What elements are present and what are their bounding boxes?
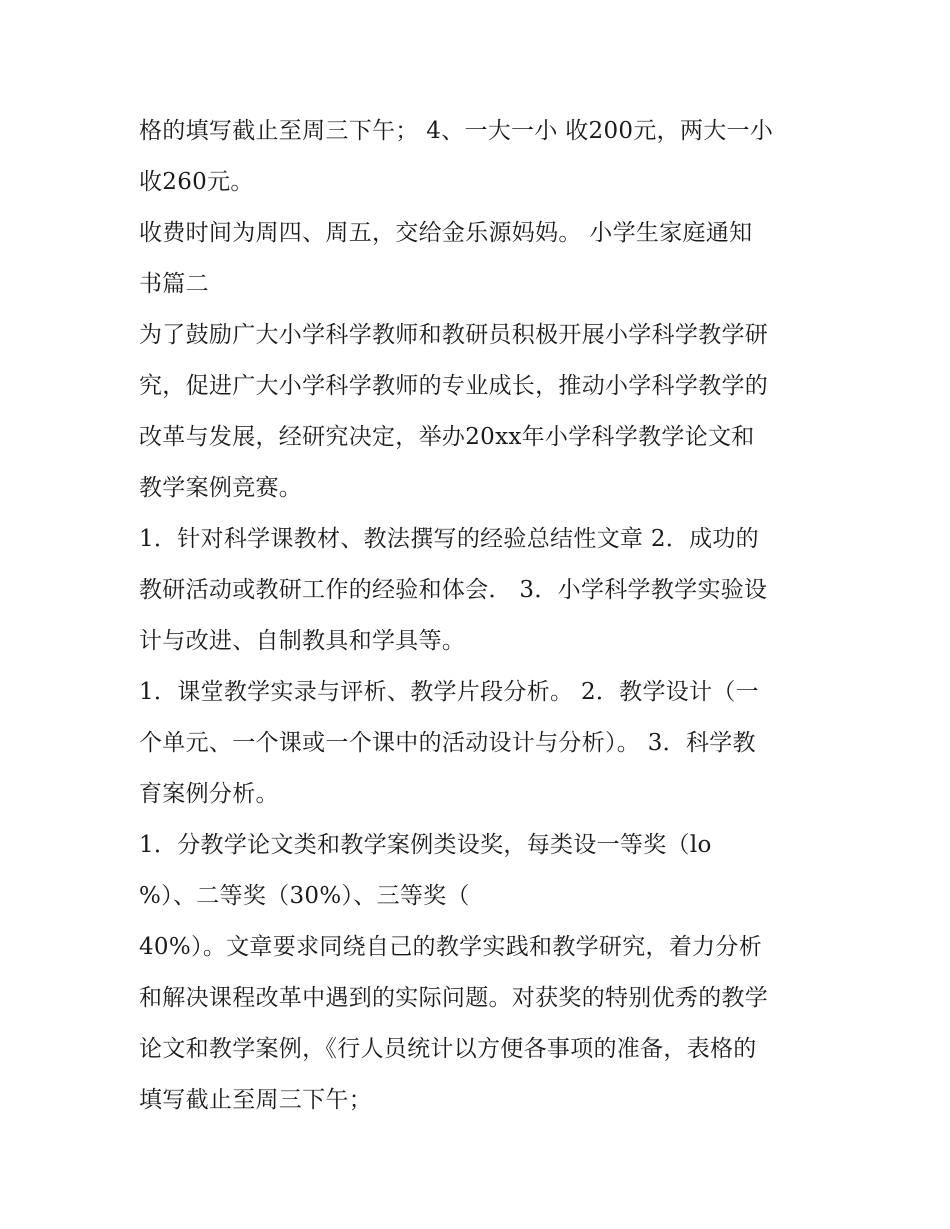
text-line-9: 1．针对科学课教材、教法撰写的经验总结性文章 2．成功的 (139, 526, 759, 552)
text-line-11: 计与改进、自制教具和学具等。 (139, 628, 466, 654)
text-line-4: 书篇二 (139, 271, 209, 297)
text-line-18: 和解决课程改革中遇到的实际问题。对获奖的特别优秀的教学 (139, 985, 769, 1011)
text-line-1: 格的填写截止至周三下午； 4、一大一小 收200元，两大一小 (139, 118, 774, 144)
text-line-19: 论文和教学案例，《行人员统计以方便各事项的准备，表格的 (139, 1036, 757, 1062)
text-line-15: 1．分教学论文类和教学案例类设奖，每类设一等奖（lo (139, 832, 712, 858)
text-line-20: 填写截止至周三下午； (139, 1087, 372, 1113)
document-body (139, 106, 819, 1126)
text-line-16: %）、二等奖（30%）、三等奖（ (139, 883, 470, 909)
text-line-12: 1．课堂教学实录与评析、教学片段分析。 2．教学设计（一 (139, 679, 759, 705)
text-line-3: 收费时间为周四、周五，交给金乐源妈妈。 小学生家庭通知 (139, 220, 753, 246)
text-line-5: 为了鼓励广大小学科学教师和教研员积极开展小学科学教学研 (139, 322, 769, 348)
text-line-2: 收260元。 (139, 169, 254, 195)
text-line-13: 个单元、一个课或一个课中的活动设计与分析）。 3．科学教 (139, 730, 756, 756)
text-line-6: 究，促进广大小学科学教师的专业成长，推动小学科学教学的 (139, 373, 769, 399)
text-line-10: 教研活动或教研工作的经验和体会． 3．小学科学教学实验设 (139, 577, 768, 603)
text-line-7: 改革与发展，经研究决定，举办20xx年小学科学教学论文和 (139, 424, 755, 450)
text-line-8: 教学案例竞赛。 (139, 475, 303, 501)
text-line-17: 40%）。文章要求同绕自己的教学实践和教学研究，着力分析 (139, 934, 763, 960)
text-line-14: 育案例分析。 (139, 781, 279, 807)
